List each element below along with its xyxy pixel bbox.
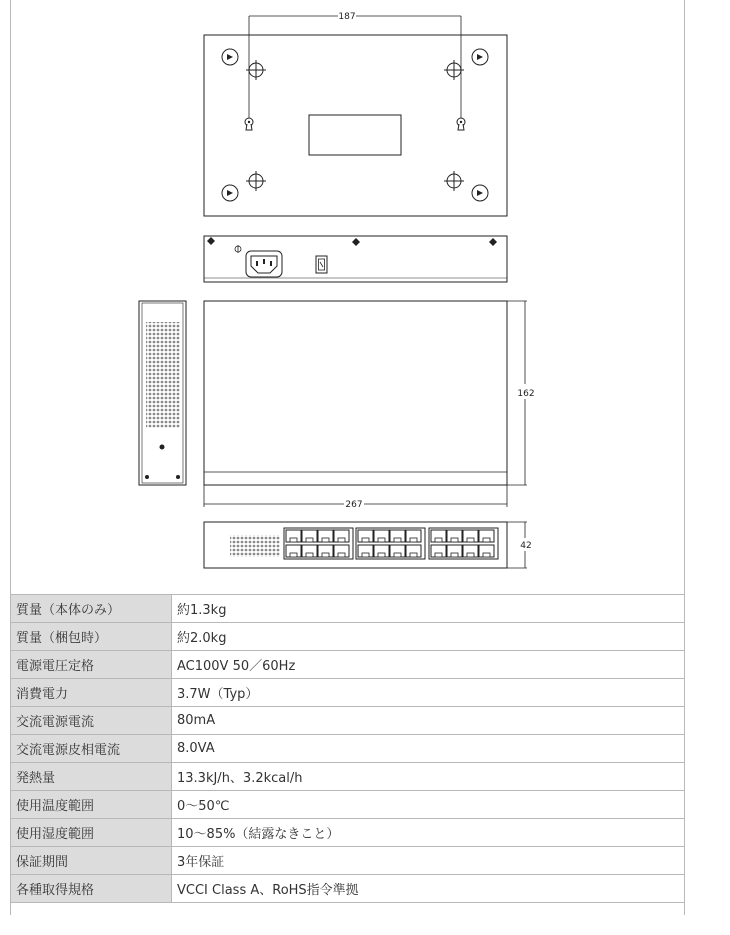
table-row — [11, 651, 685, 679]
table-row — [11, 707, 685, 735]
spec-value: 80mA — [172, 707, 685, 735]
table-row — [11, 595, 685, 623]
table-row — [11, 763, 685, 791]
spec-value: 10〜85%（結露なきこと） — [172, 819, 685, 847]
dim-width-label: 267 — [345, 500, 363, 510]
rear-view — [204, 236, 507, 282]
front-view — [204, 522, 527, 568]
spec-label: 使用温度範囲 — [11, 791, 172, 819]
spec-value: 3年保証 — [172, 847, 685, 875]
table-row — [11, 735, 685, 763]
spec-label: 保証期間 — [11, 847, 172, 875]
spec-table — [10, 594, 685, 903]
dim-height-label: 42 — [520, 541, 532, 551]
side-view — [139, 301, 186, 485]
top-view — [204, 301, 527, 507]
spec-value: 3.7W（Typ） — [172, 679, 685, 707]
spec-value: 8.0VA — [172, 735, 685, 763]
table-row — [11, 623, 685, 651]
dim-depth-label: 162 — [517, 389, 535, 399]
spec-value: AC100V 50／60Hz — [172, 651, 685, 679]
spec-label: 交流電源皮相電流 — [11, 735, 172, 763]
spec-value: 13.3kJ/h、3.2kcal/h — [172, 763, 685, 791]
table-row — [11, 791, 685, 819]
spec-value: 約2.0kg — [172, 623, 685, 651]
spec-label: 電源電圧定格 — [11, 651, 172, 679]
spec-label: 使用湿度範囲 — [11, 819, 172, 847]
spec-value: 約1.3kg — [172, 595, 685, 623]
spec-value: 0〜50℃ — [172, 791, 685, 819]
spec-label: 消費電力 — [11, 679, 172, 707]
table-row — [11, 875, 685, 903]
table-row — [11, 847, 685, 875]
spec-label: 質量（本体のみ） — [11, 595, 172, 623]
table-row — [11, 679, 685, 707]
spec-label: 発熱量 — [11, 763, 172, 791]
spec-label: 質量（梱包時） — [11, 623, 172, 651]
dim-hole-spacing-label: 187 — [338, 12, 356, 22]
table-row — [11, 819, 685, 847]
spec-label: 交流電源電流 — [11, 707, 172, 735]
bottom-view — [204, 16, 507, 216]
spec-label: 各種取得規格 — [11, 875, 172, 903]
spec-value: VCCI Class A、RoHS指令準拠 — [172, 875, 685, 903]
